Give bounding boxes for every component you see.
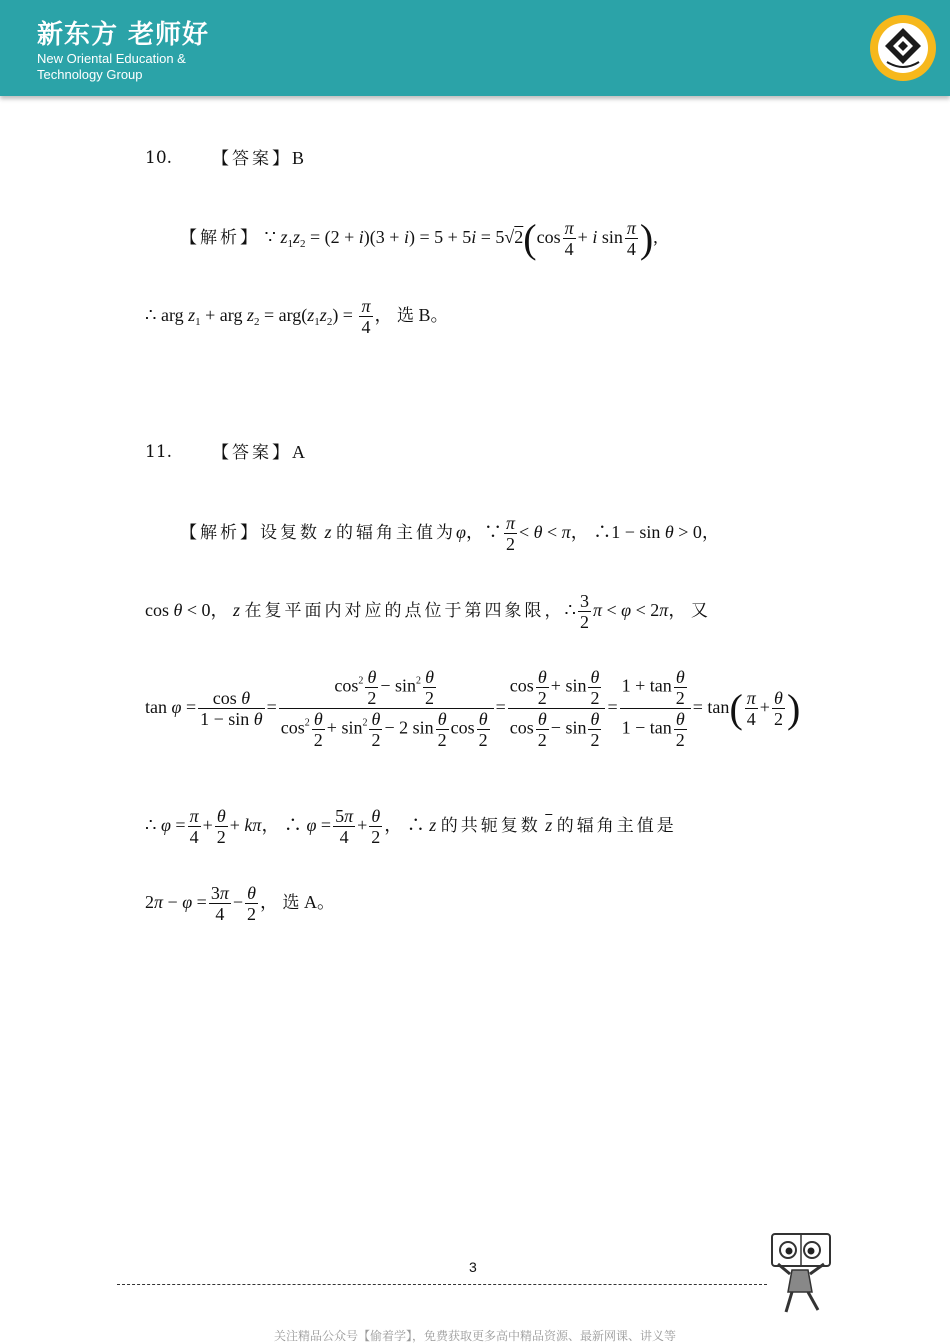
q10-analysis-line2: ∴ arg $z_1$ + arg $z_2 = arg(z_1z_2)$ = $\frac{\pi}{4}$ ， 选 B。 (145, 296, 449, 338)
footer-divider (117, 1284, 767, 1285)
q11-line1-text2: 的辐角主值为 (336, 523, 457, 543)
q10-answer-label (212, 148, 307, 169)
q11-line2-end: 又 (690, 601, 708, 621)
q11-analysis-line5: 2π − φ = $\frac{3\pi}{4}$ − $\frac{\theta}{2}$ ， 选 A。 (145, 883, 335, 925)
q10-choose-letter: B。 (418, 305, 449, 325)
q10-answer: B (292, 148, 308, 168)
page-number: 3 (469, 1259, 477, 1275)
brand-english-line2: Technology Group (37, 67, 143, 82)
brand-chinese-name: 新东方 老师好 (37, 20, 210, 50)
q11-answer: A (292, 442, 308, 462)
q10-analysis-label: 【解析】 (180, 228, 260, 248)
q11-number: 11. (145, 442, 173, 462)
q11-answer-label-text: 【答案】 (212, 443, 292, 463)
footer-note: 关注精品公众号【偷着学】，免费获取更多高中精品资源、最新网课、讲义等 (273, 1329, 676, 1343)
q11-answer-label (212, 442, 308, 463)
q10-answer-label-text: 【答案】 (212, 149, 292, 169)
q11-line2-text: 在复平面内对应的点位于第四象限， (244, 601, 565, 621)
q10-analysis-line1: 【解析】 ∵ $z_1z_2 = (2 + i)(3 + i) = 5 + 5i = 5√2(\cos$ $\frac{\pi}{4}$ + i sin $\frac{\pi}{4}$ ), (180, 215, 658, 261)
q11-analysis-line2: cos θ < 0， z 在复平面内对应的点位于第四象限，∴ $\frac{3}{2}$ π < φ < 2π， 又 (145, 591, 708, 633)
q11-line4-text2: 的辐角主值是 (556, 816, 677, 836)
q11-analysis-line3: tan φ = $\frac{\text{cos θ}}{\text{1 − sin θ}}$ = $\cos^2$ $\frac{\theta}{2}$ − $\sin^2$ $\frac{\theta}{2}$ $\cos^2$ $\frac{\theta}{2}$ + $\sin^2$ $\frac{\theta}{2}$ − 2 sin $\frac{\theta}{2}$ cos $\frac{\theta}{2}$ = cos $\frac{\theta}{2}$ + sin $\frac{\theta}{2}$ cos $\frac{\theta}{2}$ − sin $\frac{\theta}{2}$ = 1 + tan $\frac{\theta}{2}$ 1 − tan $\frac{\theta}{2}$ = tan( $\frac{\pi}{4}$ + $\frac{\theta}{2}$ ) (145, 667, 801, 751)
q11-choose-text: 选 (282, 893, 300, 913)
q11-line4-text: 的共轭复数 (440, 816, 541, 836)
q10-choose-text: 选 (397, 306, 414, 326)
q11-line1-text: 设复数 (260, 523, 320, 543)
brand-english-line1: New Oriental Education & (37, 51, 186, 66)
q10-number: 10. (145, 148, 173, 168)
q11-choose-letter: A。 (304, 892, 335, 912)
q11-analysis-line4: ∴ φ = $\frac{\pi}{4}$ + $\frac{\theta}{2}$ + kπ， ∴ φ = $\frac{5\pi}{4}$ + $\frac{\theta}{2}$ ， ∴ z 的共轭复数 $\overline{z}$ 的辐角主值是 (145, 806, 677, 848)
q11-analysis-line1: 【解析】设复数 z 的辐角主值为φ，∵ $\frac{\pi}{2}$ < θ < π， ∴1 − sin θ > 0， (180, 513, 720, 555)
mascot-reading-icon (768, 1230, 834, 1316)
q11-analysis-label: 【解析】 (180, 523, 260, 543)
